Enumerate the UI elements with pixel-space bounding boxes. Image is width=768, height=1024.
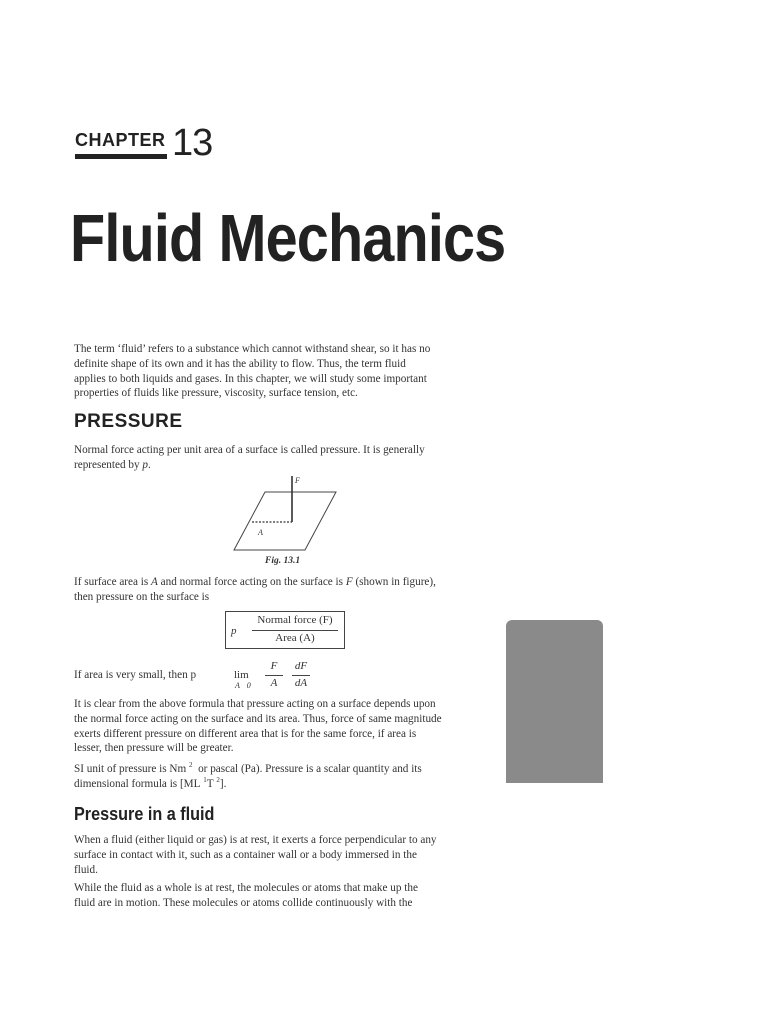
text-span: ].: [219, 777, 227, 790]
variable-p: p: [142, 458, 148, 471]
area-label: A: [258, 528, 263, 537]
text-span: dimensional formula is [ML: [74, 777, 201, 790]
limit-subscript: A 0: [235, 681, 251, 690]
text-span: and normal force acting on the surface is: [157, 576, 346, 588]
formula-lhs: p: [231, 625, 237, 637]
text-line: It is clear from the above formula that pressure acting on a surface depends upon: [74, 698, 436, 710]
surface-plane: [234, 492, 336, 550]
text-line: applies to both liquids and gases. In this chapter, we will study some important: [74, 372, 427, 385]
limit-intro-text: If area is very small, then p: [74, 669, 197, 681]
text-line: [74, 575, 499, 590]
text-line: The term ‘fluid’ refers to a substance which cannot withstand shear, so it has no: [74, 343, 431, 355]
si-unit-paragraph: [74, 762, 499, 792]
figure-force-on-area: [230, 474, 340, 554]
text-line: fluid.: [74, 863, 98, 876]
chapter-underline: [75, 154, 167, 159]
text-span: (shown in figure),: [352, 576, 436, 588]
intro-paragraph: [74, 342, 499, 401]
surface-paragraph: [74, 575, 499, 605]
figure-caption: Fig. 13.1: [265, 556, 301, 566]
text-line: definite shape of its own and it has the ability to flow. Thus, the term fluid: [74, 357, 406, 370]
text-line: Normal force acting per unit area of a surface is called pressure. It is generally: [74, 444, 425, 456]
text-line: properties of fluids like pressure, viscosity, surface tension, etc.: [74, 387, 358, 400]
fluid-paragraph-2: [74, 881, 499, 911]
text-line: exerts different pressure on different area that is for the same force, if area is: [74, 727, 417, 740]
text-span: SI unit of pressure is Nm: [74, 763, 187, 775]
subsection-heading-pressure-in-fluid: Pressure in a fluid: [74, 804, 215, 824]
text-span: If surface area is: [74, 576, 152, 588]
fraction-bar: [252, 630, 338, 631]
formula-numerator: Normal force (F): [257, 614, 333, 626]
formula-denominator: Area (A): [275, 632, 315, 644]
text-line: When a fluid (either liquid or gas) is at rest, it exerts a force perpendicular to any: [74, 834, 437, 846]
superscript: 2: [188, 761, 193, 769]
text-span: represented by: [74, 458, 143, 471]
side-thumb-tab: [506, 620, 603, 783]
limit-operator: lim: [234, 669, 249, 681]
chapter-label: CHAPTER: [75, 130, 166, 150]
text-span: or pascal (Pa). Pressure is a scalar quantity and its: [195, 763, 422, 775]
text-line: the normal force acting on the surface and its area. Thus, force of same magnitude: [74, 712, 442, 725]
text-span: T: [206, 777, 214, 790]
text-line: lesser, then pressure will be greater.: [74, 742, 234, 755]
text-line: then pressure on the surface is: [74, 590, 210, 603]
variable-f: F: [345, 576, 353, 588]
fraction1-denominator: A: [270, 677, 278, 689]
superscript: 2: [216, 775, 220, 784]
section-heading-pressure: PRESSURE: [74, 411, 183, 432]
text-line: surface in contact with it, such as a container wall or a body immersed in the: [74, 848, 417, 861]
chapter-title: Fluid Mechanics: [70, 201, 506, 276]
text-line: While the fluid as a whole is at rest, the molecules or atoms that make up the: [74, 882, 418, 894]
superscript: 1: [203, 775, 207, 784]
fraction2-denominator: dA: [294, 677, 308, 689]
text-line: [74, 777, 499, 792]
chapter-number: 13: [172, 122, 213, 164]
force-label: F: [295, 476, 300, 485]
text-line: fluid are in motion. These molecules or atoms collide continuously with the: [74, 896, 413, 909]
fraction-bar: [265, 675, 283, 676]
text-line: [74, 458, 499, 473]
pressure-definition: [74, 443, 499, 473]
fraction1-numerator: F: [270, 660, 278, 672]
clear-paragraph: [74, 697, 499, 756]
text-span: .: [147, 458, 151, 471]
fraction2-numerator: dF: [294, 660, 308, 672]
fluid-paragraph-1: [74, 833, 499, 877]
text-line: [74, 762, 499, 777]
variable-a: A: [151, 576, 158, 588]
fraction-bar: [292, 675, 310, 676]
